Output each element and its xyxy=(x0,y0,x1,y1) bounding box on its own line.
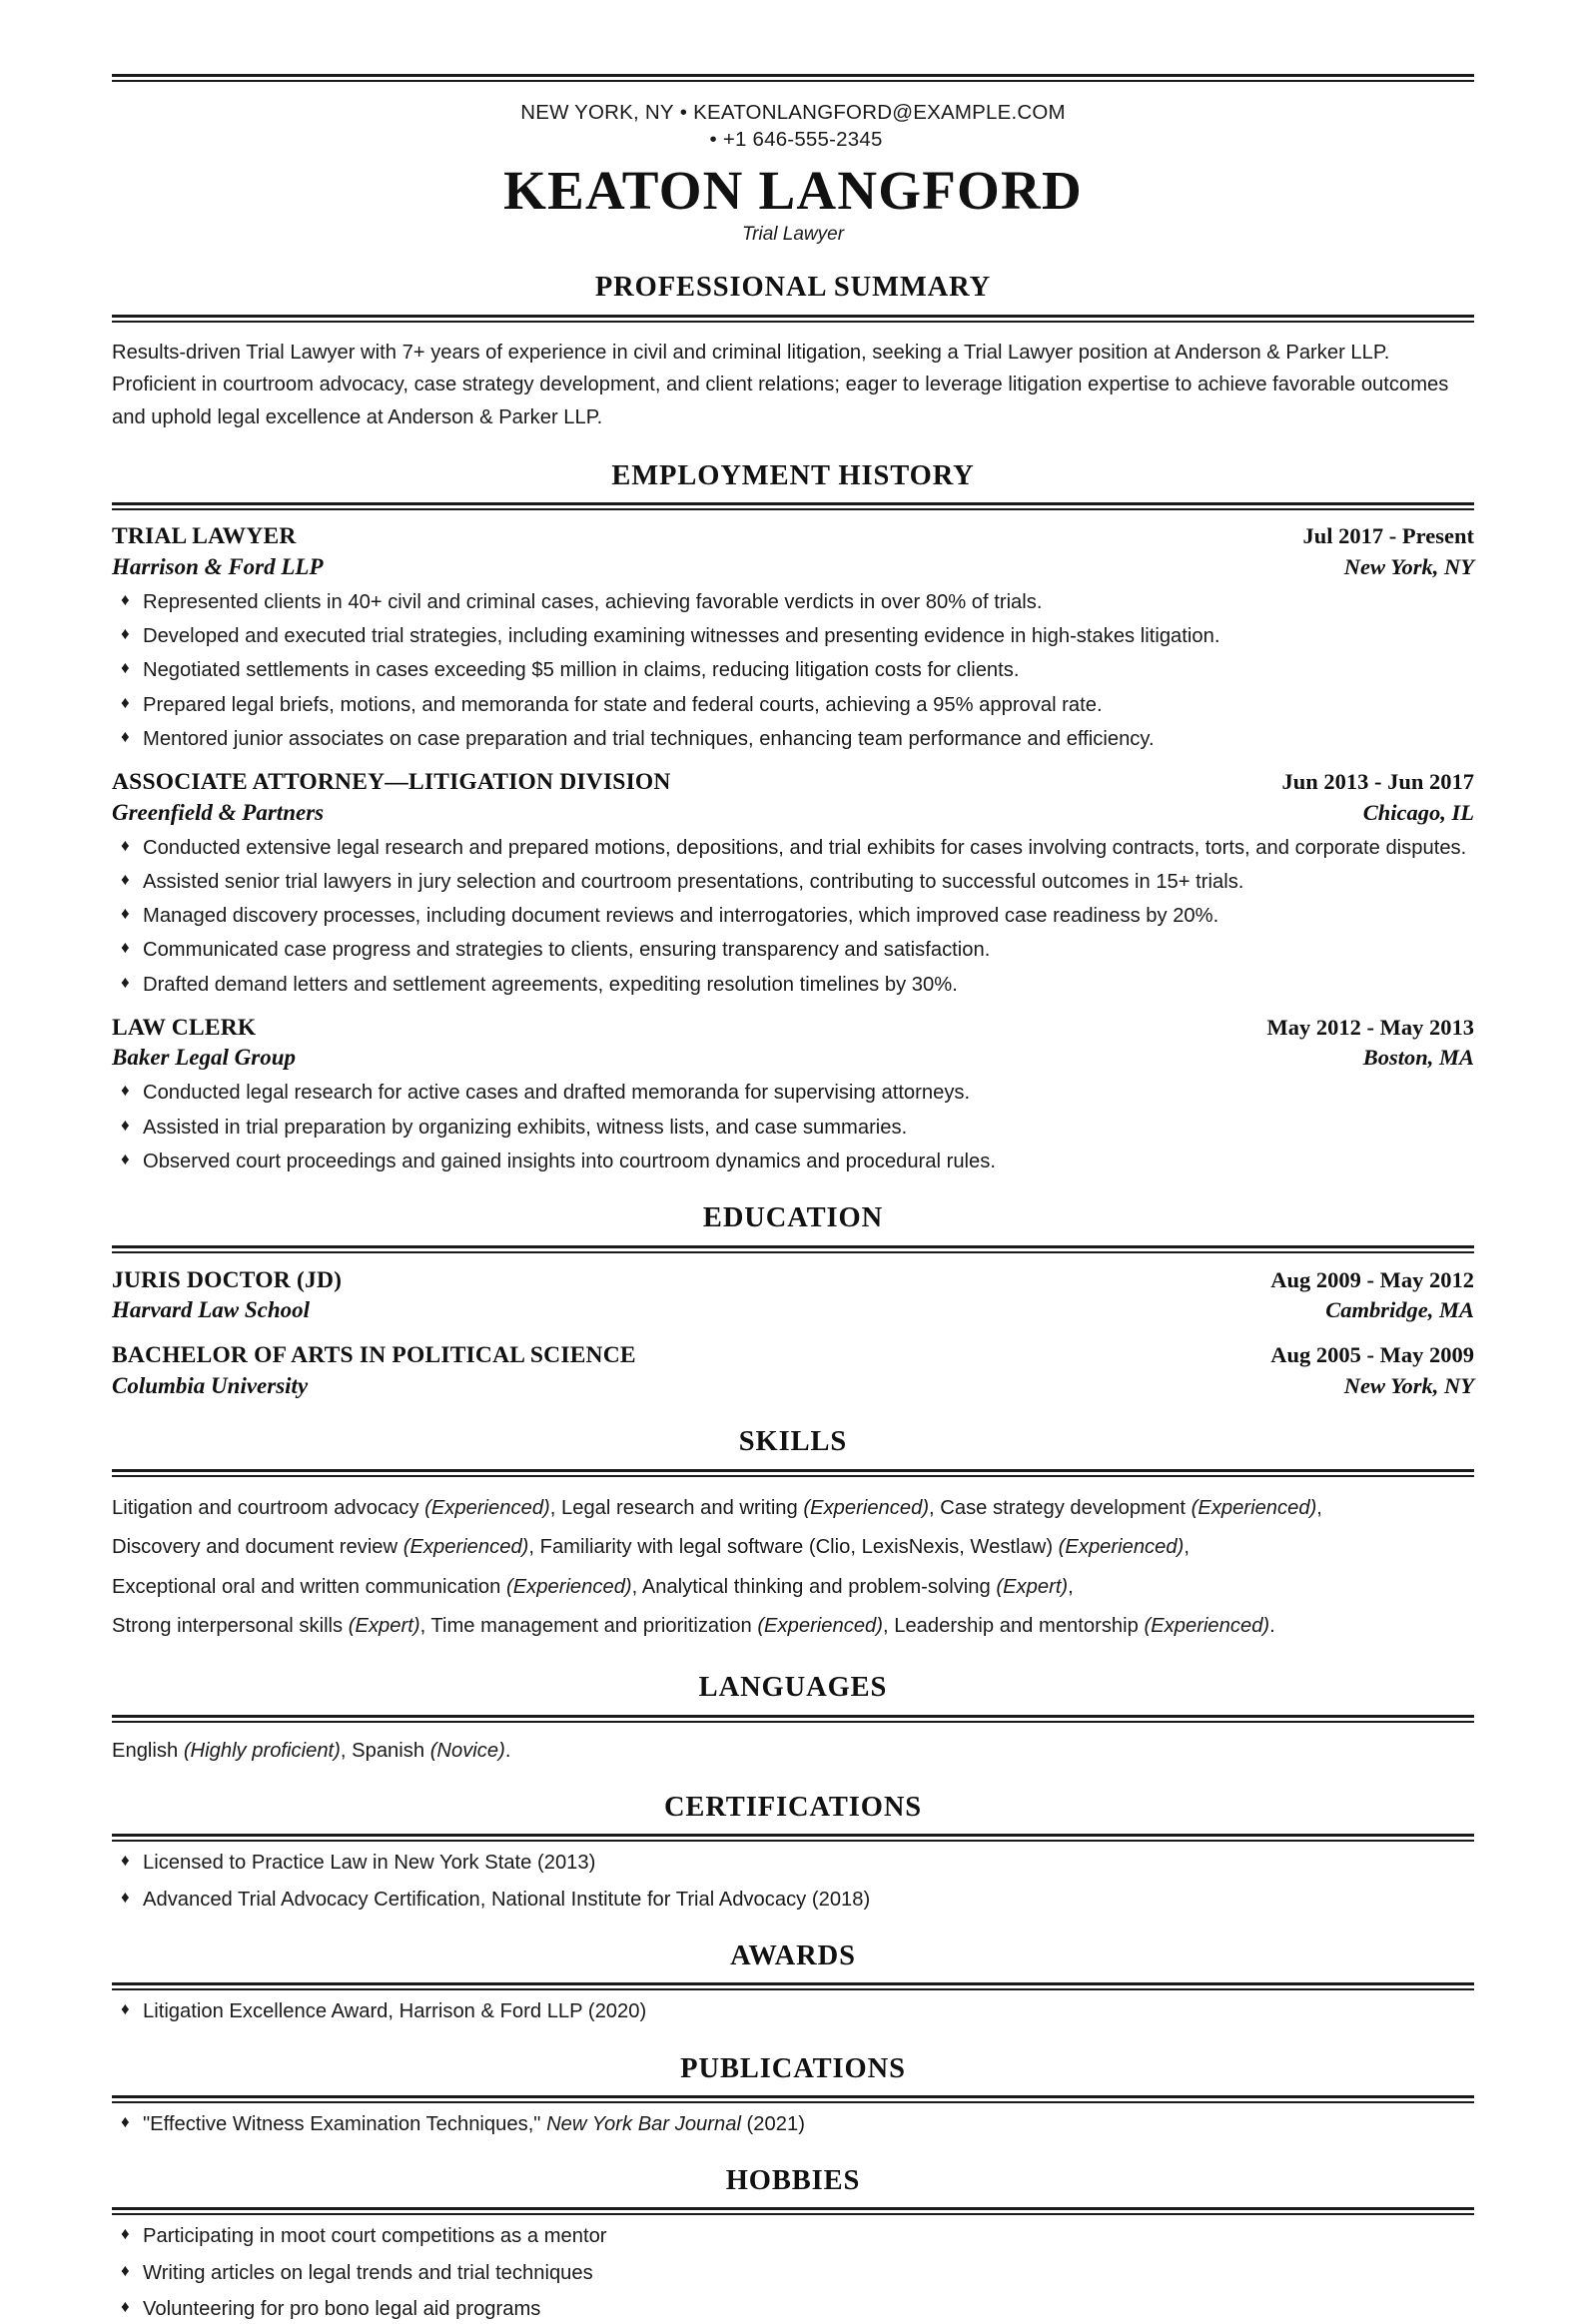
skill-separator: , xyxy=(883,1614,895,1637)
bullet-item xyxy=(112,1997,1474,2026)
skill-name: Litigation and courtroom advocacy xyxy=(112,1496,419,1519)
employment-bullets xyxy=(112,588,1474,754)
diamond-bullet-icon: ♦ xyxy=(121,1149,130,1168)
languages-list xyxy=(112,1736,1474,1766)
summary-text: Results-driven Trial Lawyer with 7+ years of experience in civil and criminal litigation, seeking a Trial Lawyer position at Anderson & Parker LLP. Proficient in courtroom advocacy, case strategy development, and client relations; eager to leverage litigation expertise to achieve favorable outcomes and uphold legal excellence at Anderson & Parker LLP. xyxy=(112,341,1449,429)
bullet-text: Writing articles on legal trends and trial techniques xyxy=(143,2261,593,2284)
skill-level: (Experienced) xyxy=(1058,1536,1185,1559)
section-languages xyxy=(112,1646,1474,1766)
employment-dates: May 2012 - May 2013 xyxy=(1266,1014,1474,1040)
section-title-wrap-awards xyxy=(112,1915,1474,1982)
candidate-subtitle: Trial Lawyer xyxy=(741,224,845,246)
contact-email[interactable]: KEATONLANGFORD@EXAMPLE.COM xyxy=(693,101,1066,124)
education-school: Columbia University xyxy=(112,1372,309,1398)
diamond-bullet-icon: ♦ xyxy=(121,692,130,712)
bullet-text: Advanced Trial Advocacy Certification, National Institute for Trial Advocacy (2018) xyxy=(143,1888,871,1911)
employment-entry-header xyxy=(112,1013,1474,1044)
language-level: (Highly proficient) xyxy=(183,1739,341,1762)
contact-line xyxy=(112,99,1474,153)
contact-location: NEW YORK, NY xyxy=(520,101,674,124)
skills-list xyxy=(112,1489,1474,1647)
section-title-education: EDUCATION xyxy=(702,1202,884,1234)
section-skills xyxy=(112,1400,1474,1646)
education-entry-subheader xyxy=(112,1371,1474,1401)
candidate-name: KEATON LANGFORD xyxy=(503,160,1083,222)
skill-level: (Experienced) xyxy=(1144,1614,1270,1637)
employment-organization: Greenfield & Partners xyxy=(112,799,325,825)
skill-name: Legal research and writing xyxy=(560,1496,798,1519)
section-title-hobbies: HOBBIES xyxy=(725,2165,861,2197)
employment-organization: Harrison & Ford LLP xyxy=(112,553,324,579)
bullet-item xyxy=(112,868,1474,897)
divider-hobbies xyxy=(112,2207,1474,2215)
section-hobbies xyxy=(112,2139,1474,2324)
education-entry-header xyxy=(112,1340,1474,1371)
bullet-text: Communicated case progress and strategies to clients, ensuring transparency and satisfaction. xyxy=(143,939,991,962)
bullet-text: Participating in moot court competitions as a mentor xyxy=(143,2225,607,2248)
bullet-text: Volunteering for pro bono legal aid programs xyxy=(143,2298,541,2321)
bullet-item xyxy=(112,622,1474,651)
skill-level: (Experienced) xyxy=(803,1496,930,1519)
education-dates: Aug 2005 - May 2009 xyxy=(1270,1341,1474,1367)
bullet-item xyxy=(112,1886,1474,1915)
skills-line xyxy=(112,1607,1474,1646)
employment-entry-subheader xyxy=(112,1043,1474,1073)
divider-skills xyxy=(112,1469,1474,1477)
section-title-wrap-certifications xyxy=(112,1766,1474,1834)
bullet-text: Prepared legal briefs, motions, and memoranda for state and federal courts, achieving a 95% approval rate. xyxy=(143,693,1103,716)
bullet-text: Assisted senior trial lawyers in jury selection and courtroom presentations, contributing to successful outcomes in 15+ trials. xyxy=(143,870,1244,893)
bullet-text: Litigation Excellence Award, Harrison & Ford LLP (2020) xyxy=(143,2000,647,2023)
education-school: Harvard Law School xyxy=(112,1297,311,1323)
employment-location: New York, NY xyxy=(1343,553,1474,579)
bullet-item xyxy=(112,1079,1474,1108)
diamond-bullet-icon: ♦ xyxy=(121,1115,130,1135)
diamond-bullet-icon: ♦ xyxy=(121,726,130,746)
bullet-item xyxy=(112,2222,1474,2251)
section-title-certifications: CERTIFICATIONS xyxy=(663,1791,923,1823)
bullet-item xyxy=(112,2295,1474,2324)
bullet-item xyxy=(112,725,1474,754)
certifications-list xyxy=(112,1849,1474,1915)
section-title-wrap-languages xyxy=(112,1646,1474,1714)
diamond-bullet-icon: ♦ xyxy=(121,2224,130,2244)
education-entry-subheader xyxy=(112,1295,1474,1325)
skill-level: (Experienced) xyxy=(424,1496,550,1519)
employment-location: Boston, MA xyxy=(1362,1045,1474,1071)
education-location: Cambridge, MA xyxy=(1325,1297,1474,1323)
diamond-bullet-icon: ♦ xyxy=(121,1081,130,1101)
diamond-bullet-icon: ♦ xyxy=(121,1999,130,2019)
section-title-awards: AWARDS xyxy=(730,1939,856,1971)
section-professional-summary xyxy=(112,246,1474,434)
skill-separator: , xyxy=(631,1575,642,1598)
language-name: Spanish xyxy=(352,1739,425,1762)
section-title-wrap-hobbies xyxy=(112,2139,1474,2207)
resume-sheet xyxy=(112,0,1474,2324)
employment-dates: Jun 2013 - Jun 2017 xyxy=(1281,769,1474,795)
bullet-item xyxy=(112,656,1474,685)
contact-phone[interactable]: +1 646-555-2345 xyxy=(722,128,883,152)
skill-name: Leadership and mentorship xyxy=(894,1614,1139,1637)
diamond-bullet-icon: ♦ xyxy=(121,2260,130,2280)
section-title-wrap-education xyxy=(112,1176,1474,1244)
education-degree: BACHELOR OF ARTS IN POLITICAL SCIENCE xyxy=(112,1341,636,1368)
employment-location: Chicago, IL xyxy=(1362,799,1474,825)
diamond-bullet-icon: ♦ xyxy=(121,904,130,924)
bullet-text: Assisted in trial preparation by organizing exhibits, witness lists, and case summaries. xyxy=(143,1116,908,1139)
divider-certifications xyxy=(112,1834,1474,1842)
bullet-item xyxy=(112,1148,1474,1176)
divider-employment xyxy=(112,502,1474,510)
diamond-bullet-icon: ♦ xyxy=(121,2297,130,2317)
employment-job-title: ASSOCIATE ATTORNEY—LITIGATION DIVISION xyxy=(112,769,671,796)
section-title-skills: SKILLS xyxy=(738,1426,848,1458)
language-level: (Novice) xyxy=(429,1739,505,1762)
bullet-text: Conducted extensive legal research and prepared motions, depositions, and trial exhibits for cases involving contracts, torts, and corporate disputes. xyxy=(143,836,1467,859)
employment-job-title: TRIAL LAWYER xyxy=(112,523,297,550)
skill-separator: . xyxy=(1269,1614,1275,1637)
skill-level: (Expert) xyxy=(348,1614,420,1637)
section-title-wrap-publications xyxy=(112,2027,1474,2095)
bullet-item xyxy=(112,1114,1474,1143)
section-title-employment: EMPLOYMENT HISTORY xyxy=(611,459,975,491)
skill-level: (Experienced) xyxy=(505,1575,632,1598)
diamond-bullet-icon: ♦ xyxy=(121,1851,130,1871)
divider-education xyxy=(112,1245,1474,1253)
contact-separator-2: • xyxy=(709,128,717,152)
skills-line xyxy=(112,1528,1474,1567)
employment-entry-header xyxy=(112,767,1474,798)
divider-summary xyxy=(112,315,1474,323)
skill-name: Time management and prioritization xyxy=(430,1614,752,1637)
publication-title: "Effective Witness Examination Techniques," xyxy=(143,2112,547,2135)
bullet-item xyxy=(112,691,1474,720)
section-certifications xyxy=(112,1766,1474,1915)
diamond-bullet-icon: ♦ xyxy=(121,1887,130,1907)
employment-dates: Jul 2017 - Present xyxy=(1302,523,1474,549)
bullet-text: Drafted demand letters and settlement agreements, expediting resolution timelines by 30%. xyxy=(143,973,958,996)
bullet-item xyxy=(112,2259,1474,2288)
education-degree: JURIS DOCTOR (JD) xyxy=(112,1266,343,1293)
bullet-item xyxy=(112,2110,1474,2139)
skill-name: Familiarity with legal software (Clio, LexisNexis, Westlaw) xyxy=(539,1536,1054,1559)
divider-awards xyxy=(112,1982,1474,1990)
bullet-text: Licensed to Practice Law in New York State (2013) xyxy=(143,1852,596,1875)
language-name: English xyxy=(112,1739,179,1762)
employment-entry-subheader xyxy=(112,798,1474,828)
diamond-bullet-icon: ♦ xyxy=(121,658,130,678)
contact-separator-1: • xyxy=(679,101,688,124)
language-separator: , xyxy=(340,1739,353,1762)
education-location: New York, NY xyxy=(1343,1372,1474,1398)
skill-separator: , xyxy=(549,1496,561,1519)
bullet-item xyxy=(112,834,1474,863)
divider-languages xyxy=(112,1715,1474,1723)
bullet-item xyxy=(112,1849,1474,1878)
skills-line xyxy=(112,1568,1474,1607)
diamond-bullet-icon: ♦ xyxy=(121,623,130,643)
skill-separator: , xyxy=(1184,1536,1190,1559)
education-entries xyxy=(112,1265,1474,1401)
awards-list xyxy=(112,1997,1474,2026)
section-awards xyxy=(112,1915,1474,2027)
hobbies-list xyxy=(112,2222,1474,2324)
employment-entries xyxy=(112,521,1474,1176)
bullet-item xyxy=(112,936,1474,965)
section-title-publications: PUBLICATIONS xyxy=(680,2052,906,2084)
bullet-text: Observed court proceedings and gained insights into courtroom dynamics and procedural rules. xyxy=(143,1150,996,1172)
bullet-item xyxy=(112,971,1474,1000)
bullet-item xyxy=(112,588,1474,617)
education-entry xyxy=(112,1340,1474,1400)
section-publications xyxy=(112,2027,1474,2140)
bullet-text: Negotiated settlements in cases exceeding $5 million in claims, reducing litigation costs for clients. xyxy=(143,659,1020,682)
bullet-text: Developed and executed trial strategies, including examining witnesses and presenting evidence in high-stakes litigation. xyxy=(143,624,1220,647)
employment-organization: Baker Legal Group xyxy=(112,1045,296,1071)
skill-name: Exceptional oral and written communication xyxy=(112,1575,501,1598)
publications-list xyxy=(112,2110,1474,2139)
divider-publications xyxy=(112,2095,1474,2103)
bullet-text: Managed discovery processes, including document reviews and interrogatories, which improved case readiness by 20%. xyxy=(143,905,1219,928)
bullet-text xyxy=(143,2113,805,2135)
bullet-text: Mentored junior associates on case preparation and trial techniques, enhancing team performance and efficiency. xyxy=(143,727,1155,750)
employment-entry xyxy=(112,521,1474,754)
skill-name: Discovery and document review xyxy=(112,1536,398,1559)
employment-bullets xyxy=(112,834,1474,1000)
bullet-text: Conducted legal research for active cases and drafted memoranda for supervising attorneys. xyxy=(143,1082,971,1105)
skill-separator: , xyxy=(528,1536,540,1559)
skill-level: (Experienced) xyxy=(1190,1496,1317,1519)
section-title-wrap-summary xyxy=(112,246,1474,314)
skill-separator: , xyxy=(1316,1496,1322,1519)
education-dates: Aug 2009 - May 2012 xyxy=(1270,1266,1474,1292)
skill-name: Strong interpersonal skills xyxy=(112,1614,344,1637)
skill-name: Analytical thinking and problem-solving xyxy=(641,1575,991,1598)
skill-separator: , xyxy=(929,1496,941,1519)
section-employment-history xyxy=(112,434,1474,1176)
skill-separator: , xyxy=(419,1614,431,1637)
diamond-bullet-icon: ♦ xyxy=(121,972,130,992)
top-divider xyxy=(112,74,1474,82)
bullet-item xyxy=(112,902,1474,931)
diamond-bullet-icon: ♦ xyxy=(121,835,130,855)
employment-bullets xyxy=(112,1079,1474,1176)
skill-level: (Expert) xyxy=(996,1575,1069,1598)
skill-separator: , xyxy=(1068,1575,1074,1598)
skill-name: Case strategy development xyxy=(940,1496,1187,1519)
publication-journal: New York Bar Journal xyxy=(546,2112,741,2135)
education-entry-header xyxy=(112,1265,1474,1296)
section-education xyxy=(112,1176,1474,1400)
diamond-bullet-icon: ♦ xyxy=(121,589,130,609)
employment-entry-header xyxy=(112,521,1474,552)
bullet-text: Represented clients in 40+ civil and criminal cases, achieving favorable verdicts in over 80% of trials. xyxy=(143,590,1043,613)
skills-line xyxy=(112,1489,1474,1528)
publication-year: (2021) xyxy=(740,2112,805,2135)
section-title-wrap-employment xyxy=(112,434,1474,502)
skill-level: (Experienced) xyxy=(757,1614,883,1637)
language-separator: . xyxy=(504,1739,511,1762)
skill-level: (Experienced) xyxy=(402,1536,529,1559)
diamond-bullet-icon: ♦ xyxy=(121,869,130,889)
employment-entry xyxy=(112,767,1474,1000)
section-title-wrap-skills xyxy=(112,1400,1474,1468)
employment-job-title: LAW CLERK xyxy=(112,1014,257,1041)
section-title-summary: PROFESSIONAL SUMMARY xyxy=(594,272,992,304)
diamond-bullet-icon: ♦ xyxy=(121,2111,130,2131)
section-title-languages: LANGUAGES xyxy=(698,1672,888,1704)
employment-entry-subheader xyxy=(112,552,1474,582)
education-entry xyxy=(112,1265,1474,1325)
employment-entry xyxy=(112,1013,1474,1176)
diamond-bullet-icon: ♦ xyxy=(121,938,130,958)
